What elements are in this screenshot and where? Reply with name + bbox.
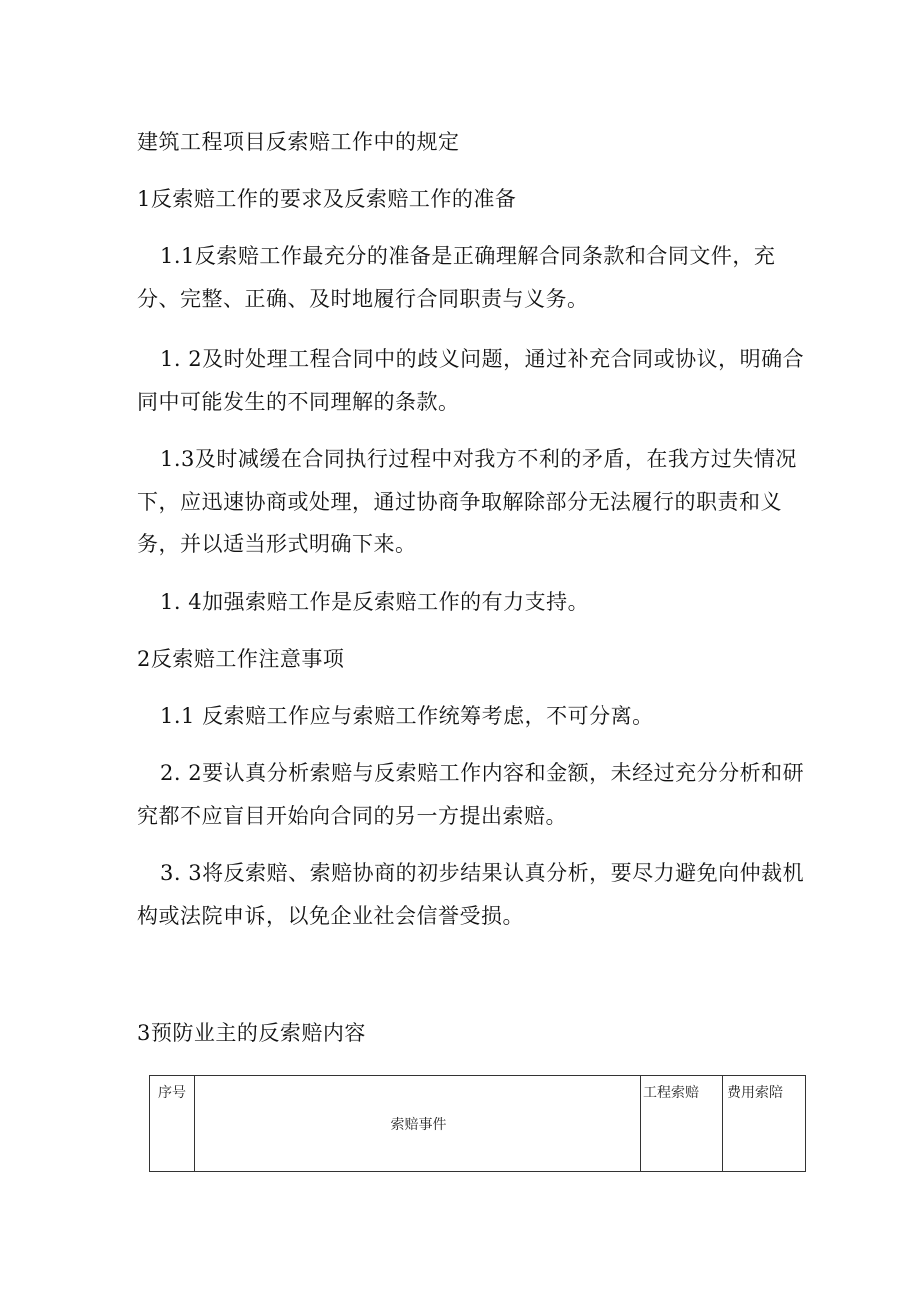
section-2-heading: 2反索赔工作注意事项 [137,647,345,671]
table-header-row [150,1076,806,1172]
paragraph-2-2-line-2: 究都不应盲目开始向合同的另一方提出索赔。 [137,804,567,828]
paragraph-1-4: 1. 4加强索赔工作是反索赔工作的有力支持。 [160,590,590,614]
paragraph-1-1-line-2: 分、完整、正确、及时地履行合同职责与义务。 [137,287,589,311]
paragraph-2-3-line-1: 3. 3将反索赔、索赔协商的初步结果认真分析，要尽力避免向仲裁机 [160,861,805,885]
paragraph-1-1-line-1: 1.1反索赔工作最充分的准备是正确理解合同条款和合同文件，充 [160,244,776,268]
claims-table [149,1075,806,1172]
paragraph-2-2-line-1: 2. 2要认真分析索赔与反索赔工作内容和金额，未经过充分分析和研 [160,761,805,785]
paragraph-2-3-line-2: 构或法院申诉，以免企业社会信誉受损。 [137,904,524,928]
header-cost-claim: 费用索陪 [723,1076,806,1172]
section-3-heading: 3预防业主的反索赔内容 [137,1021,366,1045]
paragraph-1-3-line-1: 1.3及时减缓在合同执行过程中对我方不利的矛盾，在我方过失情况 [160,447,797,471]
paragraph-1-3-line-3: 务，并以适当形式明确下来。 [137,532,417,556]
paragraph-1-2-line-1: 1. 2及时处理工程合同中的歧义问题，通过补充合同或协议，明确合 [160,347,805,371]
paragraph-2-1: 1.1 反索赔工作应与索赔工作统筹考虑，不可分离。 [160,704,654,728]
header-claim-event: 索赔事件 [195,1076,641,1172]
paragraph-1-2-line-2: 同中可能发生的不同理解的条款。 [137,390,460,414]
paragraph-1-3-line-2: 下，应迅速协商或处理，通过协商争取解除部分无法履行的职责和义 [137,490,782,514]
header-engineering-claim: 工程索赔 [641,1076,723,1172]
header-serial-number: 序号 [150,1076,195,1172]
section-1-heading: 1反索赔工作的要求及反索赔工作的准备 [137,187,517,211]
document-title: 建筑工程项目反索赔工作中的规定 [137,130,460,154]
